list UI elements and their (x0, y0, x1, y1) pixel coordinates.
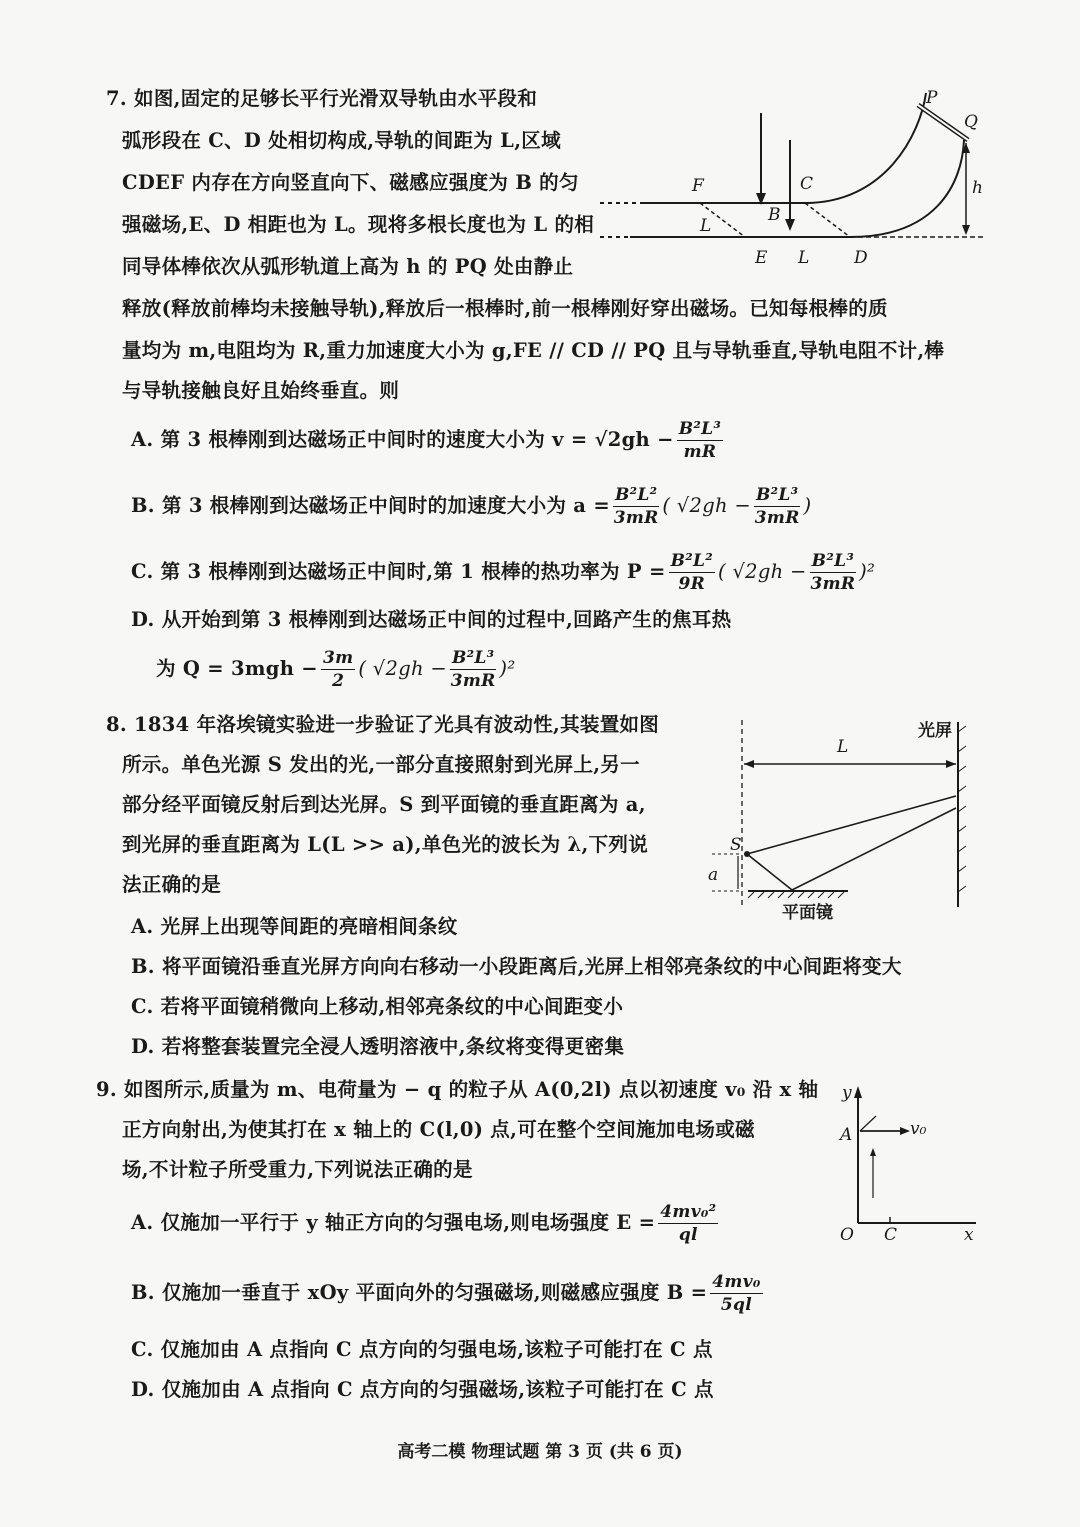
q8-option-a: A. 光屏上出现等间距的亮暗相间条纹 (131, 915, 458, 938)
q7-line-7: 量均为 m,电阻均为 R,重力加速度大小为 g,FE // CD // PQ 且与导轨垂直,导轨电阻不计,棒 (122, 339, 945, 362)
q9-label-y: y (842, 1083, 852, 1103)
q9-line-1: 9. 如图所示,质量为 m、电荷量为 − q 的粒子从 A(0,2l) 点以初速度 v₀ 沿 x 轴 (96, 1078, 819, 1101)
q9-label-O: O (840, 1225, 854, 1245)
q8-option-c: C. 若将平面镜稍微向上移动,相邻亮条纹的中心间距变小 (131, 995, 624, 1018)
q7-label-C: C (800, 174, 814, 194)
q7-line-3: CDEF 内存在方向竖直向下、磁感应强度为 B 的匀 (122, 171, 579, 194)
q8-screen-label: 光屏 (918, 721, 952, 741)
q8-L-label: L (837, 737, 849, 757)
q7-line-4: 强磁场,E、D 相距也为 L。现将多根长度也为 L 的相 (122, 213, 595, 236)
q8-line-3: 部分经平面镜反射后到达光屏。S 到平面镜的垂直距离为 a, (122, 793, 646, 816)
q8-option-d: D. 若将整套装置完全浸人透明溶液中,条纹将变得更密集 (131, 1035, 625, 1058)
q7-option-d-line1: D. 从开始到第 3 根棒刚到达磁场正中间的过程中,回路产生的焦耳热 (131, 608, 732, 631)
q8-line-2: 所示。单色光源 S 发出的光,一部分直接照射到光屏上,另一 (122, 753, 640, 776)
q7-line-8: 与导轨接触良好且始终垂直。则 (122, 379, 400, 402)
q7-line-2: 弧形段在 C、D 处相切构成,导轨的间距为 L,区域 (122, 129, 561, 152)
q9-label-C: C (884, 1225, 898, 1245)
q9-option-b: B. 仅施加一垂直于 xOy 平面向外的匀强磁场,则磁感应强度 B = $\frac{\text{4mv₀}}{5ql}$ (131, 1272, 761, 1315)
q8-lloyd-mirror-figure (700, 712, 990, 927)
q7-label-F: F (692, 176, 704, 196)
q7-option-c: C. 第 3 根棒刚到达磁场正中间时,第 1 根棒的热功率为 P = $\frac{\text{B²L²}}{9R}$ ( √2gh − $\frac{\text{B²L³}}{3mR}$ )² (131, 551, 876, 594)
q9-label-A: A (840, 1125, 853, 1145)
q9-option-a: A. 仅施加一平行于 y 轴正方向的匀强电场,则电场强度 E = $\frac{\text{4mv₀²}}{ql}$ (131, 1202, 717, 1245)
q8-line-4: 到光屏的垂直距离为 L(L >> a),单色光的波长为 λ,下列说 (122, 833, 648, 856)
q8-line-5: 法正确的是 (122, 873, 222, 896)
q7-option-a: A. 第 3 根棒刚到达磁场正中间时的速度大小为 v = √2gh − $\frac{\text{B²L³}}{mR}$ (131, 419, 722, 462)
q8-option-b: B. 将平面镜沿垂直光屏方向向右移动一小段距离后,光屏上相邻亮条纹的中心间距将变大 (131, 955, 902, 978)
page-footer: 高考二模 物理试题 第 3 页 (共 6 页) (397, 1442, 683, 1462)
q9-option-d: D. 仅施加由 A 点指向 C 点方向的匀强磁场,该粒子可能打在 C 点 (131, 1378, 714, 1401)
q8-S-label: S (730, 835, 742, 855)
q8-mirror-label: 平面镜 (782, 903, 833, 923)
q9-line-3: 场,不计粒子所受重力,下列说法正确的是 (122, 1158, 473, 1181)
q7-option-d-line2: 为 Q = 3mgh − $\frac{3m}{2}$ ( √2gh − $\frac{\text{B²L³}}{3mR}$ )² (156, 648, 516, 691)
q9-label-x: x (964, 1225, 974, 1245)
q7-line-1: 7. 如图,固定的足够长平行光滑双导轨由水平段和 (106, 87, 538, 110)
q8-line-1: 8. 1834 年洛埃镜实验进一步验证了光具有波动性,其装置如图 (106, 713, 660, 736)
q7-label-L-bottom: L (798, 248, 810, 268)
q7-label-D: D (854, 248, 868, 268)
q9-line-2: 正方向射出,为使其打在 x 轴上的 C(l,0) 点,可在整个空间施加电场或磁 (122, 1118, 755, 1141)
q8-a-label: a (708, 865, 719, 885)
q7-label-Q: Q (964, 112, 978, 132)
q9-axes-figure (830, 1078, 990, 1248)
q7-option-b: B. 第 3 根棒刚到达磁场正中间时的加速度大小为 a = $\frac{\text{B²L²}}{3mR}$ ( √2gh − $\frac{\text{B²L³}}{3mR}$ ) (131, 485, 812, 528)
q7-line-6: 释放(释放前棒均未接触导轨),释放后一根棒时,前一根棒刚好穿出磁场。已知每根棒的质 (122, 297, 888, 320)
q7-label-h: h (972, 178, 983, 198)
q7-rail-figure (600, 85, 990, 275)
q7-label-B: B (768, 205, 781, 225)
q9-label-v0: v₀ (910, 1119, 927, 1139)
q7-label-E: E (755, 248, 768, 268)
q7-label-L-left: L (700, 216, 712, 236)
q7-line-5: 同导体棒依次从弧形轨道上高为 h 的 PQ 处由静止 (122, 255, 574, 278)
q9-option-c: C. 仅施加由 A 点指向 C 点方向的匀强电场,该粒子可能打在 C 点 (131, 1338, 713, 1361)
q7-label-P: P (926, 88, 938, 108)
